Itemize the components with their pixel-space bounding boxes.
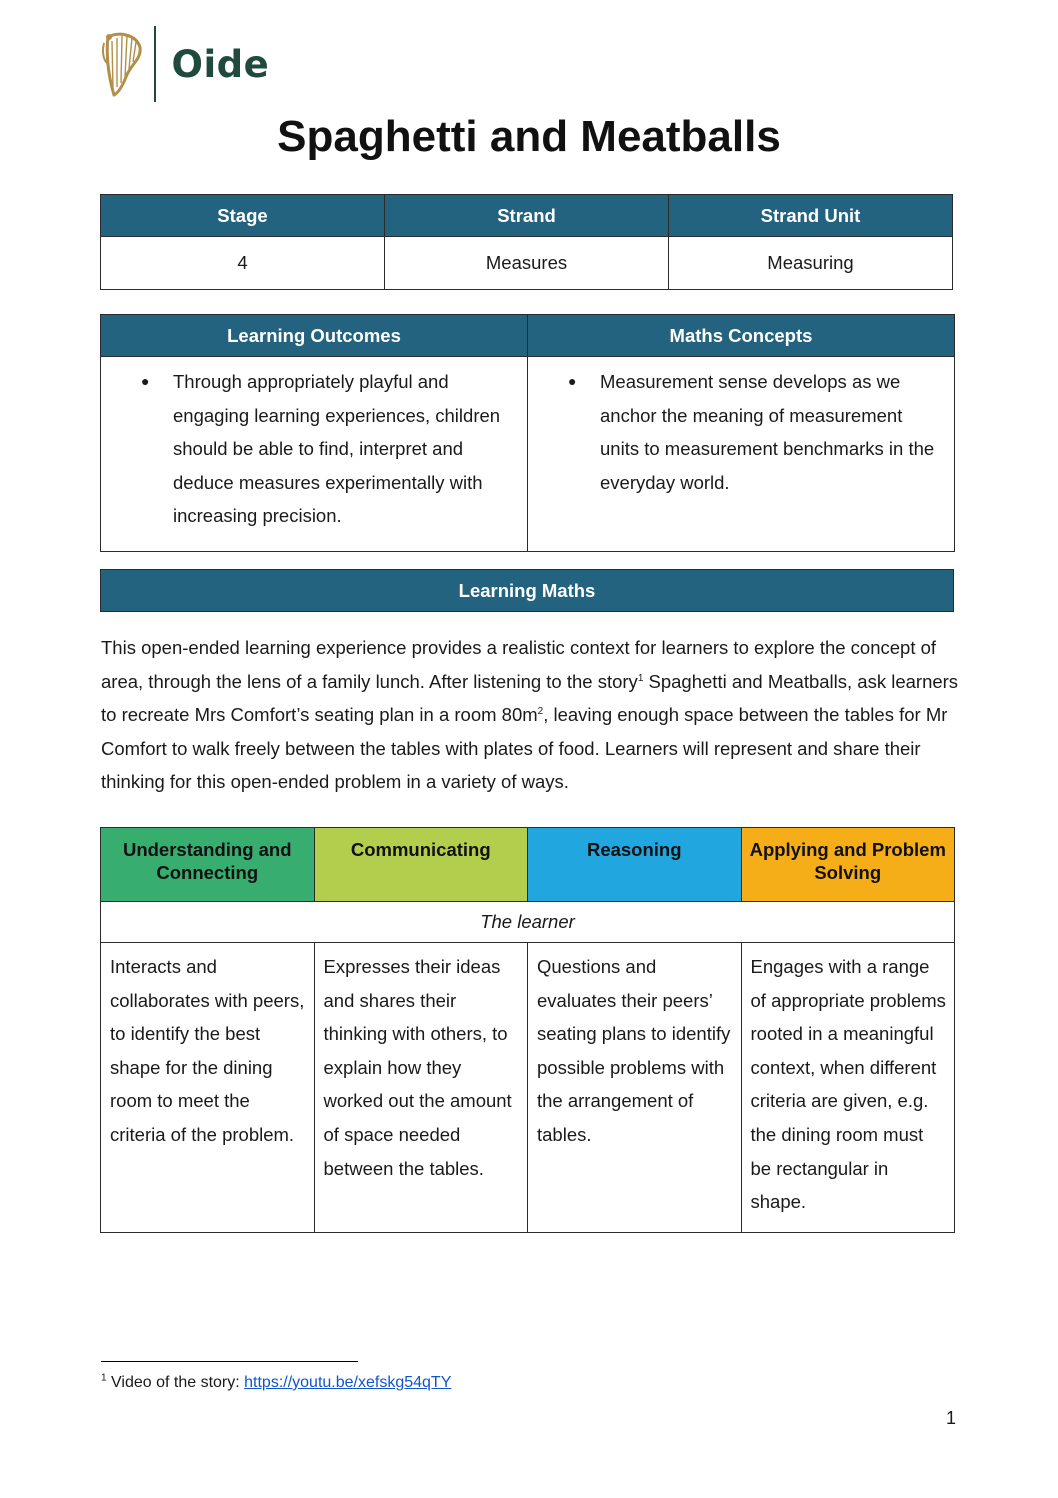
stage-header: Stage (101, 195, 385, 237)
footnote-number: 1 (101, 1372, 107, 1384)
learning-maths-text-part3: , leaving enough space between the tables for Mr Comfort to walk freely between the tables with plates of food. Learners will represent and share their thinking for this open-ended problem in a variety of ways. (101, 704, 948, 793)
competencies-table (100, 827, 955, 1233)
harp-icon (100, 29, 144, 99)
logo-divider (154, 26, 156, 102)
page-title: Spaghetti and Meatballs (277, 112, 781, 161)
outcomes-table (100, 314, 955, 552)
strand-value: Measures (385, 237, 669, 290)
video-link[interactable]: https://youtu.be/xefskg54qTY (244, 1374, 452, 1391)
footnote-text: Video of the story: (106, 1374, 245, 1391)
understanding-connecting-header: Understanding and Connecting (101, 828, 315, 902)
learning-maths-text-part2: Spaghetti and Meatballs, ask learners to recreate Mrs Comfort’s seating plan in a room 80m (101, 670, 959, 726)
stage-value: 4 (101, 237, 385, 290)
learner-label: The learner (101, 902, 955, 943)
maths-concepts-header: Maths Concepts (528, 315, 955, 357)
meta-table (100, 194, 953, 290)
maths-concepts-cell (528, 357, 955, 552)
strand-header: Strand (385, 195, 669, 237)
reasoning-header: Reasoning (528, 828, 742, 902)
reasoning-description: Questions and evaluates their peers’ seating plans to identify possible problems with the arrangement of tables. (528, 943, 742, 1233)
learning-maths-table (100, 569, 954, 612)
applying-problem-solving-description: Engages with a range of appropriate problems rooted in a meaningful context, when different criteria are given, e.g. the dining room must be rectangular in shape. (741, 943, 955, 1233)
squared-superscript: 2 (537, 706, 544, 718)
learning-maths-text-part1: This open-ended learning experience provides a realistic context for learners to explore the concept of area, through the lens of a family lunch. After listening to the story (101, 637, 937, 692)
learning-outcomes-cell (101, 357, 528, 552)
footnote-divider (101, 1361, 358, 1362)
strand-unit-value: Measuring (669, 237, 953, 290)
page-number: 1 (946, 1408, 957, 1428)
learning-maths-header: Learning Maths (101, 570, 954, 612)
footnote (101, 1374, 451, 1392)
understanding-connecting-description: Interacts and collaborates with peers, to identify the best shape for the dining room to meet the criteria of the problem. (101, 943, 315, 1233)
learning-maths-text (101, 631, 961, 799)
learning-outcomes-header: Learning Outcomes (101, 315, 528, 357)
learning-outcome-item: ● Through appropriately playful and engaging learning experiences, children should be able to find, interpret and deduce measures experimentally with increasing precision. (173, 365, 517, 533)
strand-unit-header: Strand Unit (669, 195, 953, 237)
applying-problem-solving-header: Applying and Problem Solving (741, 828, 955, 902)
maths-concept-item: ● Measurement sense develops as we anchor the meaning of measurement units to measurement benchmarks in the everyday world. (600, 365, 944, 499)
communicating-description: Expresses their ideas and shares their thinking with others, to explain how they worked out the amount of space needed between the tables. (314, 943, 528, 1233)
footnote-reference[interactable]: 1 (637, 672, 644, 684)
logo-text: Oide (171, 42, 270, 86)
communicating-header: Communicating (314, 828, 528, 902)
oide-logo (100, 26, 269, 102)
